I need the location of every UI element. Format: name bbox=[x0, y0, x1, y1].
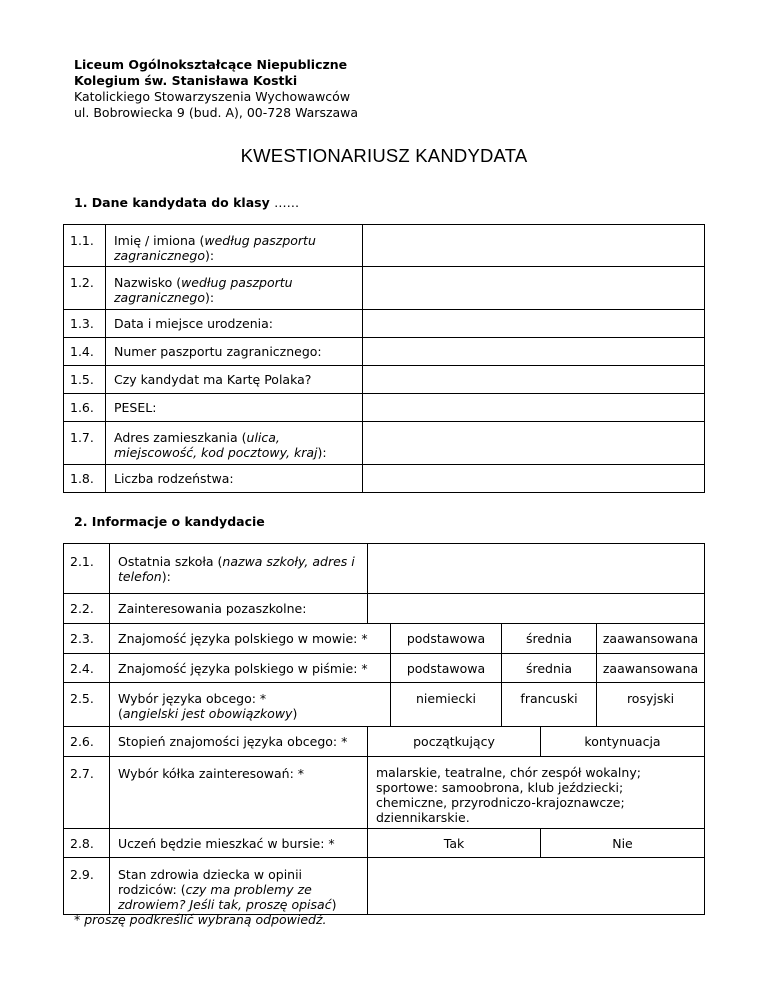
field-label: Numer paszportu zagranicznego: bbox=[106, 338, 363, 366]
class-dots: …… bbox=[274, 195, 300, 210]
field-label: Wybór języka obcego: * (angielski jest obowiązkowy) bbox=[110, 683, 391, 727]
row-number: 1.5. bbox=[64, 366, 106, 394]
college-name: Kolegium św. Stanisława Kostki bbox=[74, 73, 298, 88]
table-row bbox=[64, 366, 705, 394]
option-continuation[interactable]: kontynuacja bbox=[541, 727, 705, 757]
table-row bbox=[64, 829, 705, 858]
table-row bbox=[64, 310, 705, 338]
field-label: Imię / imiona (według paszportu zagranicznego): bbox=[106, 225, 363, 267]
row-number: 2.9. bbox=[64, 858, 110, 915]
table-row bbox=[64, 338, 705, 366]
option-beginner[interactable]: początkujący bbox=[368, 727, 541, 757]
answer-field-health[interactable] bbox=[368, 858, 705, 915]
field-label: Stan zdrowia dziecka w opinii rodziców: (czy ma problemy ze zdrowiem? Jeśli tak, proszę opisać) bbox=[110, 858, 368, 915]
row-number: 2.8. bbox=[64, 829, 110, 858]
answer-field-birth[interactable] bbox=[363, 310, 705, 338]
table-row bbox=[64, 267, 705, 310]
field-label: Uczeń będzie mieszkać w bursie: * bbox=[110, 829, 368, 858]
field-label: Ostatnia szkoła (nazwa szkoły, adres i telefon): bbox=[110, 544, 368, 594]
row-number: 2.7. bbox=[64, 757, 110, 829]
table-row bbox=[64, 727, 705, 757]
answer-field-pesel[interactable] bbox=[363, 394, 705, 422]
candidate-data-table bbox=[63, 224, 705, 493]
field-label: Znajomość języka polskiego w piśmie: * bbox=[110, 654, 391, 683]
field-label: Zainteresowania pozaszkolne: bbox=[110, 594, 368, 624]
answer-field-first-name[interactable] bbox=[363, 225, 705, 267]
section1-heading: 1. Dane kandydata do klasy …… bbox=[74, 195, 300, 210]
school-address: ul. Bobrowiecka 9 (bud. A), 00-728 Warszawa bbox=[74, 105, 359, 120]
option-german[interactable]: niemiecki bbox=[391, 683, 502, 727]
school-header bbox=[74, 57, 358, 121]
row-number: 1.4. bbox=[64, 338, 106, 366]
answer-field-passport[interactable] bbox=[363, 338, 705, 366]
table-row bbox=[64, 683, 705, 727]
answer-field-surname[interactable] bbox=[363, 267, 705, 310]
field-label: PESEL: bbox=[106, 394, 363, 422]
answer-field-address[interactable] bbox=[363, 422, 705, 465]
candidate-info-table-b bbox=[63, 623, 705, 727]
section2-heading: 2. Informacje o kandydacie bbox=[74, 514, 265, 529]
row-number: 2.4. bbox=[64, 654, 110, 683]
option-basic[interactable]: podstawowa bbox=[391, 624, 502, 654]
row-number: 1.2. bbox=[64, 267, 106, 310]
option-basic[interactable]: podstawowa bbox=[391, 654, 502, 683]
table-row bbox=[64, 858, 705, 915]
answer-field-last-school[interactable] bbox=[368, 544, 705, 594]
answer-field-siblings[interactable] bbox=[363, 465, 705, 493]
answer-field-interests[interactable] bbox=[368, 594, 705, 624]
row-number: 2.6. bbox=[64, 727, 110, 757]
option-russian[interactable]: rosyjski bbox=[597, 683, 705, 727]
option-french[interactable]: francuski bbox=[502, 683, 597, 727]
table-row bbox=[64, 225, 705, 267]
footnote: * proszę podkreślić wybraną odpowiedź. bbox=[74, 912, 327, 927]
row-number: 2.1. bbox=[64, 544, 110, 594]
option-advanced[interactable]: zaawansowana bbox=[597, 654, 705, 683]
field-label: Wybór kółka zainteresowań: * bbox=[110, 757, 368, 829]
school-name: Liceum Ogólnokształcące Niepubliczne bbox=[74, 57, 348, 72]
option-medium[interactable]: średnia bbox=[502, 624, 597, 654]
table-row bbox=[64, 422, 705, 465]
table-row bbox=[64, 394, 705, 422]
field-label: Nazwisko (według paszportu zagranicznego): bbox=[106, 267, 363, 310]
table-row bbox=[64, 594, 705, 624]
field-label: Znajomość języka polskiego w mowie: * bbox=[110, 624, 391, 654]
row-number: 1.7. bbox=[64, 422, 106, 465]
row-number: 1.3. bbox=[64, 310, 106, 338]
candidate-info-table-a bbox=[63, 543, 705, 624]
row-number: 2.5. bbox=[64, 683, 110, 727]
table-row bbox=[64, 624, 705, 654]
club-options[interactable]: malarskie, teatralne, chór zespół wokalny; sportowe: samoobrona, klub jeździecki; chemiczne, przyrodniczo-krajoznawcze; dziennikarskie. bbox=[368, 757, 705, 829]
association-name: Katolickiego Stowarzyszenia Wychowawców bbox=[74, 89, 351, 104]
row-number: 1.6. bbox=[64, 394, 106, 422]
answer-field-karta-polaka[interactable] bbox=[363, 366, 705, 394]
page-title: KWESTIONARIUSZ KANDYDATA bbox=[240, 145, 528, 166]
table-row bbox=[64, 544, 705, 594]
option-yes[interactable]: Tak bbox=[368, 829, 541, 858]
field-label: Data i miejsce urodzenia: bbox=[106, 310, 363, 338]
field-label: Stopień znajomości języka obcego: * bbox=[110, 727, 368, 757]
candidate-info-table-c bbox=[63, 726, 705, 915]
row-number: 1.8. bbox=[64, 465, 106, 493]
row-number: 2.3. bbox=[64, 624, 110, 654]
field-label: Liczba rodzeństwa: bbox=[106, 465, 363, 493]
field-label: Czy kandydat ma Kartę Polaka? bbox=[106, 366, 363, 394]
row-number: 1.1. bbox=[64, 225, 106, 267]
option-advanced[interactable]: zaawansowana bbox=[597, 624, 705, 654]
row-number: 2.2. bbox=[64, 594, 110, 624]
table-row bbox=[64, 654, 705, 683]
option-medium[interactable]: średnia bbox=[502, 654, 597, 683]
table-row bbox=[64, 757, 705, 829]
field-label: Adres zamieszkania (ulica, miejscowość, kod pocztowy, kraj): bbox=[106, 422, 363, 465]
option-no[interactable]: Nie bbox=[541, 829, 705, 858]
table-row bbox=[64, 465, 705, 493]
